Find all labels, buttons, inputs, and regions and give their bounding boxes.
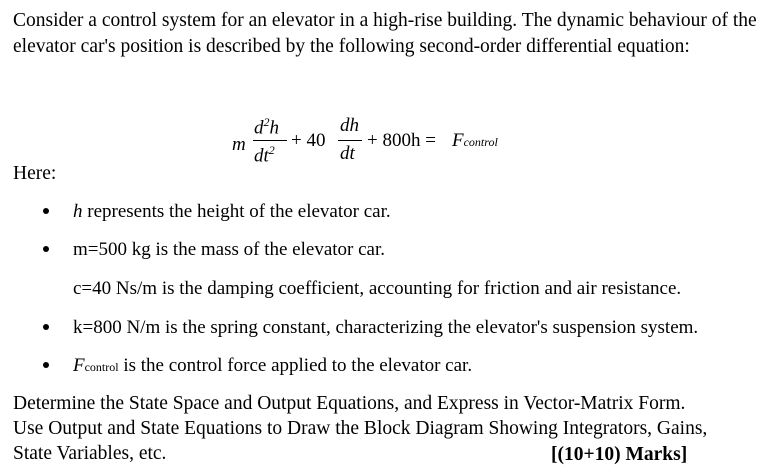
eq-fraction-bar-1 — [253, 140, 287, 141]
task-line-2: Use Output and State Equations to Draw the Block Diagram Showing Integrators, Gains, — [13, 418, 708, 439]
eq-force: Fcontrol — [452, 130, 498, 151]
eq-mass-symbol: m — [232, 134, 246, 155]
eq-dt2-denominator: $dt^2$ — [254, 143, 275, 167]
eq-dt-denominator: dt — [340, 143, 355, 164]
task-line-1: Determine the State Space and Output Equations, and Express in Vector-Matrix Form. — [13, 393, 686, 414]
intro-paragraph: Consider a control system for an elevator in a high-rise building. The dynamic behaviour of the elevator car's position is described by the following second-order differential equation: — [13, 10, 757, 57]
eq-rest: + 800h = — [367, 130, 436, 151]
item-c: c=40 Ns/m is the damping coefficient, accounting for friction and air resistance. — [73, 278, 682, 299]
here-label: Here: — [13, 163, 57, 184]
eq-d2h-numerator: $d^2h$ — [254, 115, 279, 139]
item-f: Fcontrol is the control force applied to the elevator car. — [73, 355, 473, 376]
item-k: k=800 N/m is the spring constant, characterizing the elevator's suspension system. — [73, 317, 699, 338]
bullet-dot — [43, 246, 49, 252]
eq-plus-40: + 40 — [291, 130, 326, 151]
eq-dh-numerator: dh — [340, 115, 359, 136]
bullet-dot — [43, 324, 49, 330]
item-m: m=500 kg is the mass of the elevator car. — [73, 239, 385, 260]
item-h: h represents the height of the elevator car. — [73, 201, 391, 222]
marks-label: [(10+10) Marks] — [551, 444, 688, 465]
bullet-dot — [43, 362, 49, 368]
eq-fraction-bar-2 — [338, 140, 362, 141]
bullet-dot — [43, 208, 49, 214]
task-line-3: State Variables, etc. — [13, 443, 167, 464]
